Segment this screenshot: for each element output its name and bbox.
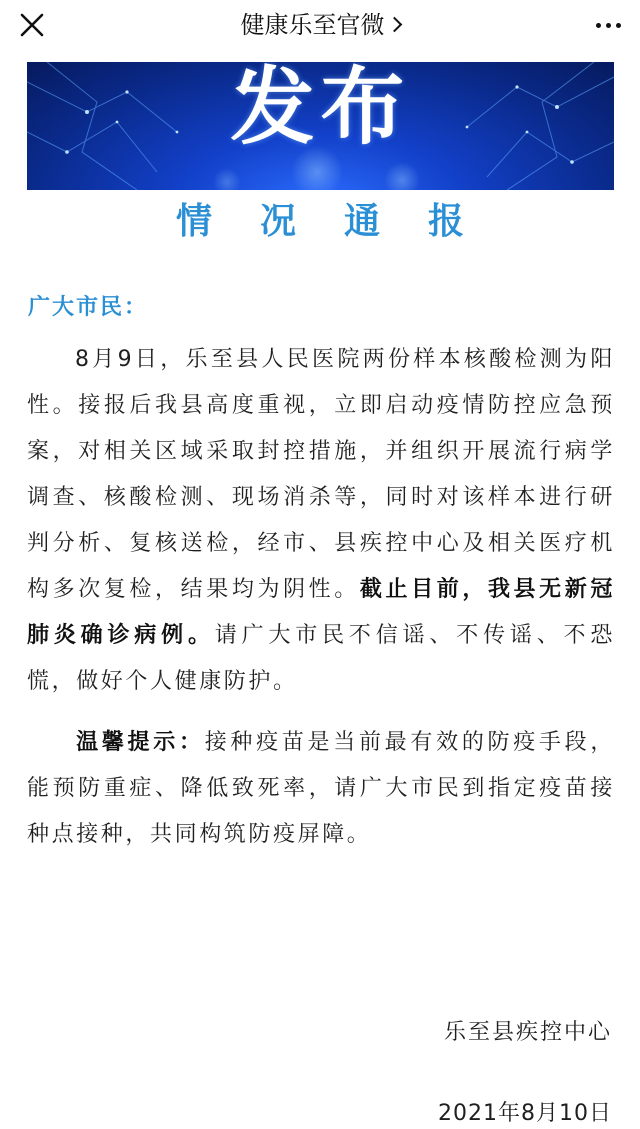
paragraph-1 [27,337,615,705]
nav-title-wrapper [0,0,640,50]
account-name: 健康乐至官微 [240,11,385,39]
more-dot [606,23,611,28]
paragraph-2 [27,720,615,858]
paragraph-1-text-end: 请广大市民不信谣、不传谣、不恐慌，做好个人健康防护。 [27,623,615,694]
top-navigation-bar [0,0,640,50]
chevron-right-icon [386,17,402,33]
paragraph-1-bold: 截止目前，我县无新冠肺炎确诊病例。 [27,577,615,648]
publish-date: 2021年8月10日 [438,1101,612,1126]
paragraph-2-text: 接种疫苗是当前最有效的防疫手段，能预防重症、降低致死率，请广大市民到指定疫苗接种点接种，共同构筑防疫屏障。 [27,730,615,847]
header-banner [27,62,614,190]
paragraph-1-text: 8月9日，乐至县人民医院两份样本核酸检测为阳性。接报后我县高度重视，立即启动疫情防控应急预案，对相关区域采取封控措施，并组织开展流行病学调查、核酸检测、现场消杀等，同时对该样本进行研判分析、复核送检，经市、县疾控中心及相关医疗机构多次复检，结果均为阴性。 [27,347,615,602]
tip-label: 温馨提示： [75,730,205,755]
signature: 乐至县疾控中心 [443,1020,612,1045]
more-options-button[interactable] [590,7,626,43]
close-button[interactable] [14,7,50,43]
account-name-link[interactable] [241,0,400,50]
more-dot [616,23,621,28]
more-dot [596,23,601,28]
close-icon [14,7,50,43]
salutation: 广大市民： [28,295,149,320]
banner-title: 发布 [230,62,411,156]
section-title: 情况通报 [175,201,512,242]
article-body [27,337,615,858]
